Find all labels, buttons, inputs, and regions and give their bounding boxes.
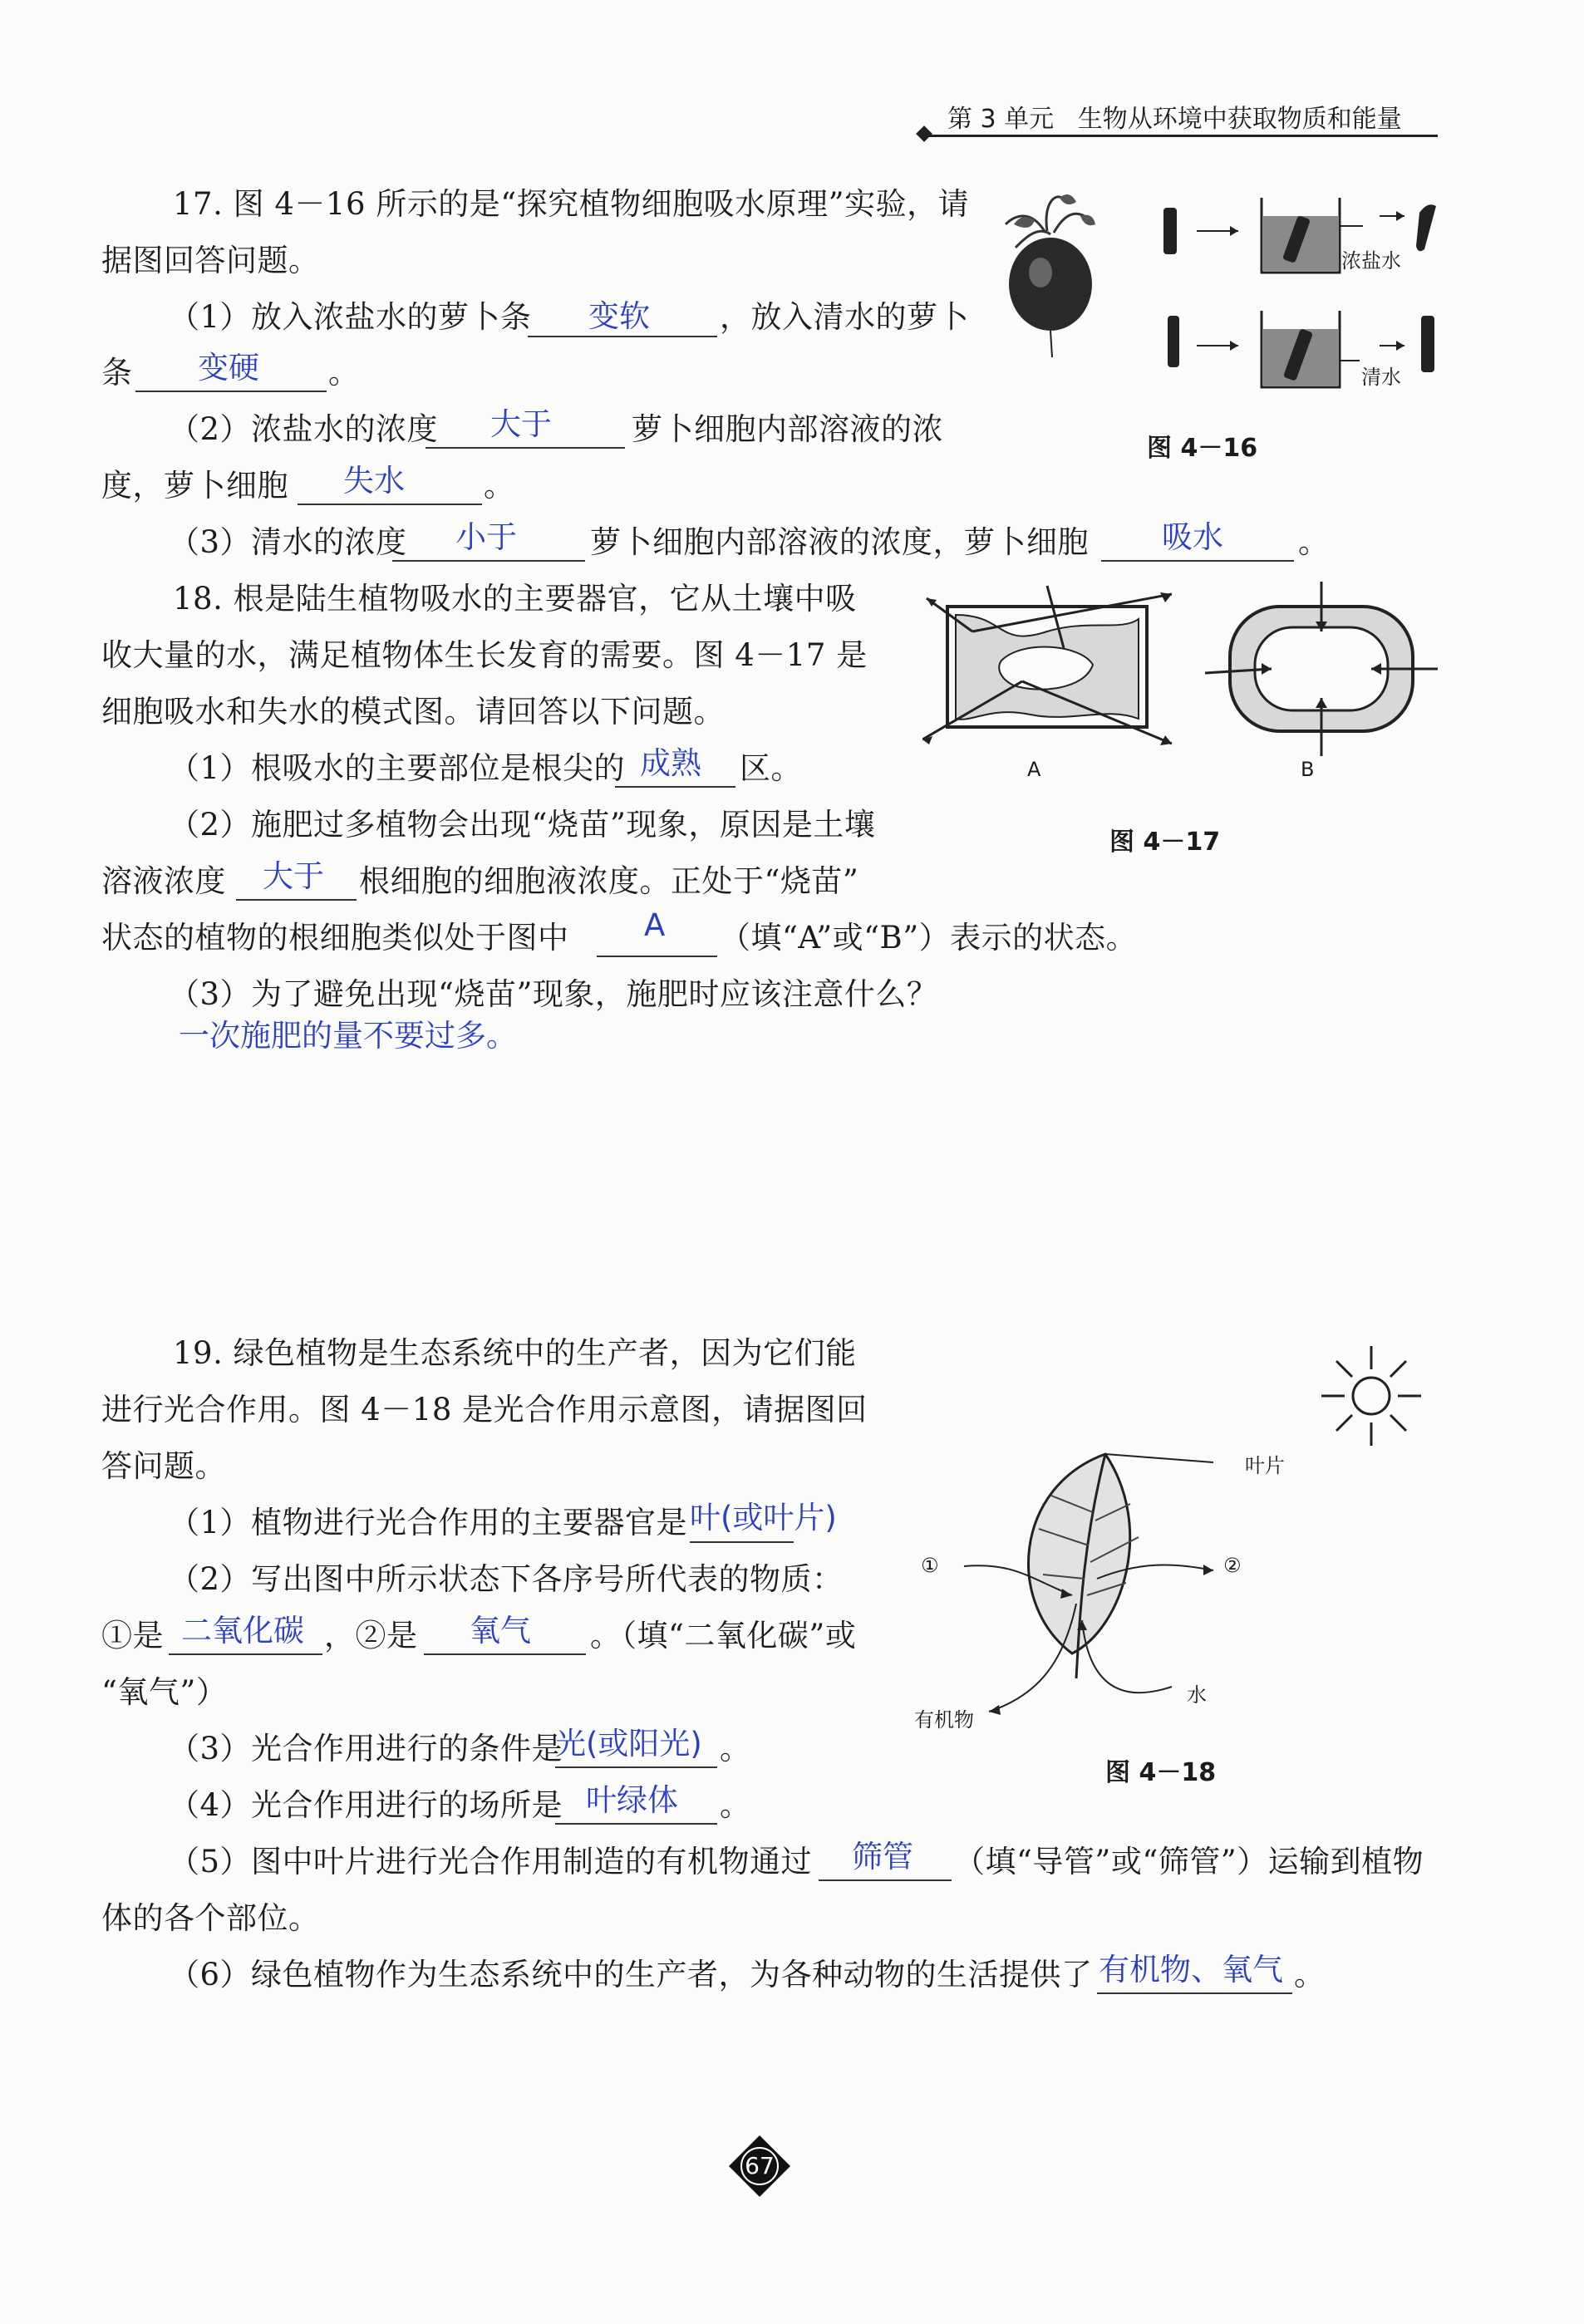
q18-answer2: 大于 [263, 858, 324, 894]
q18-sub2-e: （填“A”或“B”）表示的状态。 [720, 920, 1138, 956]
plant-cell-icon [1205, 582, 1438, 756]
q18-sub2-a: （2）施肥过多植物会出现“烧苗”现象，原因是土壤 [169, 807, 876, 843]
q19-answer2: 二氧化碳 [181, 1613, 304, 1648]
q19-answer7: 有机物、氧气 [1099, 1952, 1283, 1987]
figure-4-18-label-water: 水 [1187, 1683, 1207, 1707]
q19-blank7 [1097, 1992, 1292, 1994]
q17-sub2-b: 萝卜细胞内部溶液的浓 [632, 411, 943, 447]
figure-4-17 [922, 582, 1438, 756]
q17-sub1-d: 。 [328, 355, 360, 391]
q18-answer3: A [644, 907, 666, 943]
q18-answer1: 成熟 [640, 745, 701, 781]
radish-icon [1006, 194, 1095, 357]
page-number-badge [727, 2134, 792, 2199]
q17-blank5 [392, 560, 585, 562]
q19-blank3 [424, 1653, 586, 1655]
label-clear-water: 清水 [1361, 366, 1401, 389]
q18-answer4: 一次施肥的量不要过多。 [179, 1018, 517, 1054]
q19-sub2-c: ，②是 [324, 1618, 418, 1653]
q17-sub1-c: 条 [101, 355, 133, 391]
label-salt-water: 浓盐水 [1341, 249, 1401, 273]
q17-stem-1: 17. 图 4－16 所示的是“探究植物细胞吸水原理”实验，请 [173, 186, 970, 222]
q17-stem-2: 据图回答问题。 [101, 243, 320, 278]
beaker-icon [1262, 198, 1340, 273]
q17-answer6: 吸水 [1162, 519, 1223, 555]
q19-sub2: （2）写出图中所示状态下各序号所代表的物质： [169, 1561, 844, 1597]
figure-4-17-label-b: B [1301, 758, 1315, 781]
beaker-icon [1262, 311, 1340, 387]
header-rule [927, 135, 1438, 137]
q17-sub2-a: （2）浓盐水的浓度 [169, 411, 439, 447]
q19-answer5: 叶绿体 [586, 1782, 678, 1818]
q19-blank4 [555, 1766, 717, 1768]
q17-sub2-d: 。 [484, 468, 515, 504]
figure-4-18-label-organic: 有机物 [914, 1708, 974, 1732]
q19-sub5-c: 体的各个部位。 [101, 1900, 320, 1936]
q17-blank4 [298, 504, 482, 505]
q18-sub1-a: （1）根吸水的主要部位是根尖的 [169, 750, 626, 786]
q17-blank2 [135, 391, 327, 392]
q19-stem-1: 19. 绿色植物是生态系统中的生产者，因为它们能 [173, 1335, 857, 1371]
q18-stem-2: 收大量的水，满足植物体生长发育的需要。图 4－17 是 [101, 637, 868, 673]
q19-sub1: （1）植物进行光合作用的主要器官是 [169, 1505, 688, 1540]
q17-sub1-a: （1）放入浓盐水的萝卜条 [169, 299, 532, 335]
figure-4-18-label-2: ② [1223, 1554, 1242, 1577]
q19-sub3-b: 。 [720, 1731, 751, 1766]
q17-blank1 [528, 336, 717, 337]
figure-4-18 [906, 1437, 1321, 1745]
q17-blank6 [1101, 560, 1294, 562]
q18-blank1 [615, 786, 735, 788]
page-number: 67 [745, 2152, 775, 2179]
q17-answer4: 失水 [343, 463, 405, 499]
q18-sub2-b: 溶液浓度 [101, 863, 226, 899]
q17-sub3-c: 。 [1298, 524, 1330, 560]
q19-blank1 [690, 1541, 794, 1543]
unit-header [947, 98, 1402, 135]
plant-cell-icon [922, 586, 1172, 745]
q18-blank3 [597, 956, 717, 957]
q17-answer2: 变硬 [198, 350, 259, 386]
q17-sub2-c: 度，萝卜细胞 [101, 468, 288, 504]
q17-sub1-b: ，放入清水的萝卜 [720, 299, 969, 335]
q19-sub4-b: 。 [720, 1787, 751, 1823]
q19-sub2-d: 。（填“二氧化碳”或 [590, 1618, 857, 1653]
q17-answer3: 大于 [490, 406, 552, 442]
q18-blank2 [236, 899, 357, 901]
q17-answer5: 小于 [455, 519, 517, 555]
q19-sub2-e: “氧气”） [101, 1674, 228, 1710]
q19-blank6 [819, 1879, 952, 1881]
q18-sub1-b: 区。 [740, 750, 802, 786]
q17-answer1: 变软 [588, 298, 650, 334]
sun-icon [1313, 1338, 1429, 1454]
unit-label: 第 3 单元 [947, 105, 1055, 134]
q19-sub4-a: （4）光合作用进行的场所是 [169, 1787, 563, 1823]
figure-4-17-label-a: A [1027, 758, 1041, 781]
q19-sub2-b: ①是 [101, 1618, 164, 1653]
header-diamond [916, 125, 932, 142]
q19-answer3: 氧气 [470, 1613, 531, 1648]
figure-4-18-caption: 图 4－18 [1105, 1758, 1217, 1787]
q19-sub3-a: （3）光合作用进行的条件是 [169, 1731, 563, 1766]
q19-stem-2: 进行光合作用。图 4－18 是光合作用示意图，请据图回 [101, 1392, 868, 1427]
q19-answer1: 叶(或叶片) [690, 1500, 837, 1535]
figure-4-16-caption: 图 4－16 [1147, 434, 1258, 463]
q17-blank3 [426, 447, 625, 449]
q18-sub2-d: 状态的植物的根细胞类似处于图中 [101, 920, 569, 956]
q19-stem-3: 答问题。 [101, 1448, 226, 1484]
q19-answer4: 光(或阳光) [555, 1726, 702, 1761]
q19-sub5-a: （5）图中叶片进行光合作用制造的有机物通过 [169, 1844, 813, 1879]
q18-stem-3: 细胞吸水和失水的模式图。请回答以下问题。 [101, 694, 725, 730]
q19-sub6-b: 。 [1294, 1957, 1326, 1992]
q19-blank5 [555, 1823, 717, 1825]
q19-sub5-b: （填“导管”或“筛管”）运输到植物 [954, 1844, 1424, 1879]
figure-4-18-label-1: ① [921, 1554, 939, 1577]
q19-blank2 [169, 1653, 322, 1655]
q19-sub6-a: （6）绿色植物作为生态系统中的生产者，为各种动物的生活提供了 [169, 1957, 1093, 1992]
q18-stem-1: 18. 根是陆生植物吸水的主要器官，它从土壤中吸 [173, 581, 857, 617]
q18-sub2-c: 根细胞的细胞液浓度。正处于“烧苗” [359, 863, 859, 899]
q19-answer6: 筛管 [852, 1839, 913, 1874]
leaf-icon [1029, 1454, 1139, 1678]
q17-sub3-a: （3）清水的浓度 [169, 524, 407, 560]
q17-sub3-b: 萝卜细胞内部溶液的浓度，萝卜细胞 [590, 524, 1089, 560]
figure-4-17-caption: 图 4－17 [1109, 828, 1221, 857]
q18-sub3: （3）为了避免出现“烧苗”现象，施肥时应该注意什么？ [169, 976, 938, 1012]
figure-4-18-label-leaf: 叶片 [1245, 1454, 1285, 1477]
unit-title: 生物从环境中获取物质和能量 [1077, 105, 1402, 134]
